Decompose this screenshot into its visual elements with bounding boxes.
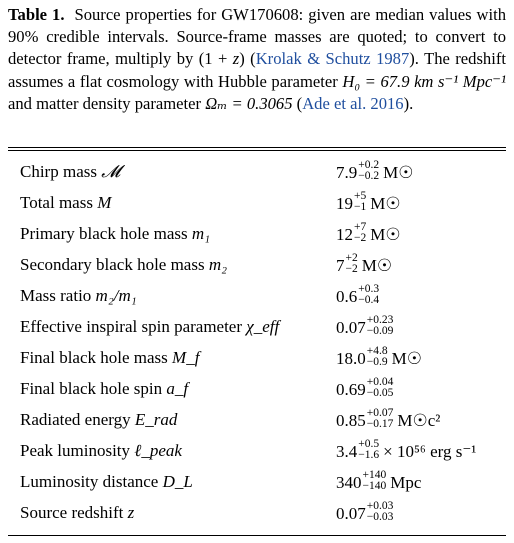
row-unit: M☉ — [370, 225, 401, 245]
row-error-plus: +140 — [362, 469, 387, 482]
row-symbol: M — [97, 193, 112, 212]
row-label: Primary black hole mass — [20, 224, 188, 243]
caption-z: z — [232, 49, 240, 69]
row-error-minus: −2 — [345, 263, 358, 276]
row-symbol: m₂/m₁ — [95, 286, 137, 305]
table-row — [0, 466, 514, 497]
row-value: 0.07 — [336, 318, 366, 338]
citation-krolak-schutz[interactable]: Krolak & Schutz 1987 — [255, 49, 410, 69]
caption-part4: and matter density parameter — [8, 93, 206, 113]
table-row — [0, 156, 514, 187]
row-symbol: m₁ — [191, 224, 211, 243]
row-value: 0.69 — [336, 380, 366, 400]
row-label: Luminosity distance — [20, 472, 159, 491]
row-value: 18.0 — [336, 349, 366, 369]
table-row — [0, 497, 514, 528]
row-label: Secondary black hole mass — [20, 255, 205, 274]
row-unit: M☉ — [383, 163, 414, 183]
row-label: Final black hole mass — [20, 348, 168, 367]
row-label: Chirp mass — [20, 162, 97, 181]
caption-hubble-parameter: H₀ = 67.9 km s⁻¹ Mpc⁻¹ — [342, 71, 506, 91]
row-error-plus: +0.3 — [358, 283, 380, 296]
row-error-minus: −0.2 — [358, 170, 380, 183]
row-error-minus: −1.6 — [358, 449, 380, 462]
table-caption — [8, 4, 506, 115]
row-label: Radiated energy — [20, 410, 131, 429]
row-value: 3.4 — [336, 442, 358, 462]
row-label: Total mass — [20, 193, 93, 212]
row-error-minus: −0.9 — [366, 356, 388, 369]
row-symbol: ℓ_peak — [134, 441, 182, 460]
row-unit: M☉ — [391, 349, 422, 369]
row-error-minus: −0.05 — [366, 387, 394, 400]
row-symbol: m₂ — [208, 255, 228, 274]
row-label: Final black hole spin — [20, 379, 163, 398]
row-unit: M☉ — [370, 194, 401, 214]
row-symbol: 𝓜 — [101, 162, 121, 181]
row-error-minus: −0.17 — [366, 418, 394, 431]
caption-part1: Source properties for GW170608: given are median values with 90% credible intervals. Source-frame masses are quoted; to convert to detector frame, multiply by (1 + — [8, 5, 507, 69]
row-unit: M☉c² — [397, 411, 441, 431]
row-error-plus: +0.03 — [366, 500, 394, 513]
row-label: Peak luminosity — [20, 441, 131, 460]
table-row — [0, 404, 514, 435]
row-error-minus: −0.09 — [366, 325, 394, 338]
row-symbol: M_f — [172, 348, 200, 367]
table-row — [0, 311, 514, 342]
row-symbol: χ_eff — [246, 317, 280, 336]
row-value: 19 — [336, 194, 353, 214]
row-error-plus: +0.2 — [358, 159, 380, 172]
row-error-plus: +2 — [345, 252, 358, 265]
table-top-rule-2 — [8, 150, 506, 151]
row-symbol: D_L — [162, 472, 193, 491]
row-error-plus: +0.23 — [366, 314, 394, 327]
row-error-plus: +0.07 — [366, 407, 394, 420]
caption-part5: ( — [292, 93, 303, 113]
table-row — [0, 373, 514, 404]
row-label: Mass ratio — [20, 286, 92, 305]
table-row — [0, 435, 514, 466]
table-bottom-rule — [8, 535, 506, 536]
table-row — [0, 249, 514, 280]
row-unit: × 10⁵⁶ erg s⁻¹ — [383, 442, 477, 462]
row-label: Effective inspiral spin parameter — [20, 317, 243, 336]
row-unit: Mpc — [390, 473, 422, 493]
row-value: 0.6 — [336, 287, 358, 307]
table-label: Table 1. — [8, 5, 65, 24]
table-row — [0, 280, 514, 311]
row-error-plus: +0.04 — [366, 376, 394, 389]
table-row — [0, 187, 514, 218]
row-value: 340 — [336, 473, 362, 493]
row-value: 0.07 — [336, 504, 366, 524]
caption-part6: ). — [403, 93, 414, 113]
row-error-minus: −140 — [362, 480, 387, 493]
row-value: 0.85 — [336, 411, 366, 431]
table-row — [0, 342, 514, 373]
row-error-minus: −0.4 — [358, 294, 380, 307]
row-error-plus: +7 — [354, 221, 367, 234]
row-error-minus: −2 — [354, 232, 367, 245]
caption-matter-density: Ωₘ = 0.3065 — [205, 93, 293, 113]
row-value: 7 — [336, 256, 345, 276]
table-top-rule-1 — [8, 147, 506, 148]
row-value: 7.9 — [336, 163, 358, 183]
row-symbol: a_f — [166, 379, 189, 398]
row-value: 12 — [336, 225, 353, 245]
citation-ade-et-al[interactable]: Ade et al. 2016 — [302, 93, 404, 113]
caption-part3: ). The redshift assumes a flat cosmology with Hubble parameter — [8, 49, 506, 91]
row-error-minus: −1 — [354, 201, 367, 214]
table-row — [0, 218, 514, 249]
row-error-minus: −0.03 — [366, 511, 394, 524]
row-unit: M☉ — [361, 256, 393, 276]
row-error-plus: +4.8 — [366, 345, 388, 358]
row-error-plus: +0.5 — [358, 438, 380, 451]
row-label: Source redshift — [20, 503, 124, 522]
caption-part2: ) ( — [239, 49, 256, 69]
row-symbol: z — [127, 503, 135, 522]
row-symbol: E_rad — [134, 410, 178, 429]
row-error-plus: +5 — [354, 190, 367, 203]
